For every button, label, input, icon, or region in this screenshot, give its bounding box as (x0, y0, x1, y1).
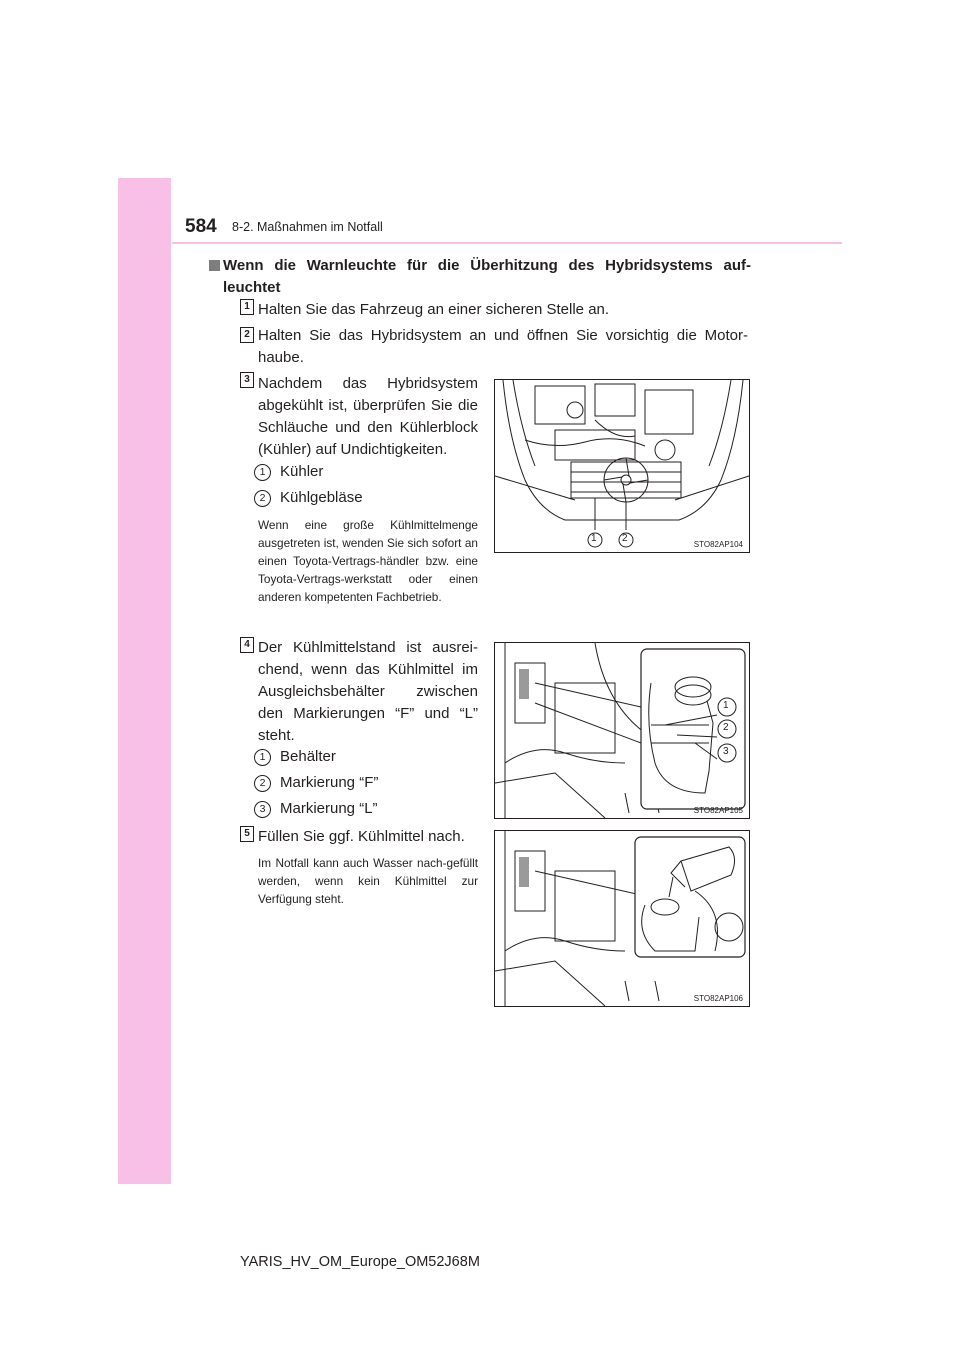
figure-refill-coolant (494, 830, 750, 1007)
figure-coolant-reservoir (494, 642, 750, 819)
item-label-behaelter: Behälter (280, 748, 336, 765)
step-3-note: Wenn eine große Kühlmittelmenge ausgetreten ist, wenden Sie sich sofort an einen Toyota-Vertrags-händler bzw. eine Toyota-Vertrags-werkstatt oder einen anderen kompetenten Fachbetrieb. (258, 518, 478, 604)
section-heading (223, 255, 751, 299)
engine-bay-illustration (495, 380, 749, 552)
step-2-text: Halten Sie das Hybridsystem an und öffnen Sie vorsichtig die Motor-haube. (258, 327, 748, 366)
figure-callout-1: 1 (723, 700, 729, 711)
item-number: 1 (254, 464, 271, 481)
step-3-text: Nachdem das Hybridsystem abgekühlt ist, überprüfen Sie die Schläuche und den Kühlerblock (Kühler) auf Undichtigkeiten. (258, 375, 478, 458)
chapter-title: 8-2. Maßnahmen im Notfall (232, 220, 383, 234)
item-number: 3 (254, 801, 271, 818)
section-heading-text: Wenn die Warnleuchte für die Überhitzung des Hybridsystems auf-leuchtet (223, 257, 751, 296)
figure-callout-2: 2 (622, 533, 628, 544)
figure-code: STO82AP104 (693, 540, 743, 549)
figure-engine-bay-radiator (494, 379, 750, 553)
page-number: 584 (185, 216, 217, 237)
step-number-4: 4 (240, 637, 254, 653)
step-5-note: Im Notfall kann auch Wasser nach-gefüllt werden, wenn kein Kühlmittel zur Verfügung steht. (258, 856, 478, 906)
header-rule (172, 242, 842, 244)
figure-callout-3: 3 (723, 746, 729, 757)
item-label-kuehlgeblaese: Kühlgebläse (280, 489, 363, 506)
figure-code: STO82AP105 (693, 806, 743, 815)
step-number-5: 5 (240, 826, 254, 842)
figure-callout-2: 2 (723, 722, 729, 733)
item-label-kuehler: Kühler (280, 463, 324, 480)
chapter-sidebar-tab (118, 178, 171, 1184)
item-number: 2 (254, 775, 271, 792)
step-1-text: Halten Sie das Fahrzeug an einer sicheren Stelle an. (258, 301, 610, 318)
figure-callout-1: 1 (591, 533, 597, 544)
step-number-1: 1 (240, 299, 254, 315)
step-5-text: Füllen Sie ggf. Kühlmittel nach. (258, 828, 465, 845)
refill-illustration (495, 831, 749, 1006)
item-number: 2 (254, 490, 271, 507)
item-label-markierung-l: Markierung “L” (280, 800, 378, 817)
step-number-2: 2 (240, 327, 254, 343)
document-footer: YARIS_HV_OM_Europe_OM52J68M (240, 1254, 480, 1270)
item-number: 1 (254, 749, 271, 766)
square-bullet-icon (209, 260, 220, 271)
item-label-markierung-f: Markierung “F” (280, 774, 379, 791)
step-4-text: Der Kühlmittelstand ist ausrei-chend, wenn das Kühlmittel im Ausgleichsbehälter zwischen den Markierungen “F” und “L” steht. (258, 639, 478, 744)
figure-code: STO82AP106 (693, 994, 743, 1003)
reservoir-illustration (495, 643, 749, 818)
step-number-3: 3 (240, 372, 254, 388)
